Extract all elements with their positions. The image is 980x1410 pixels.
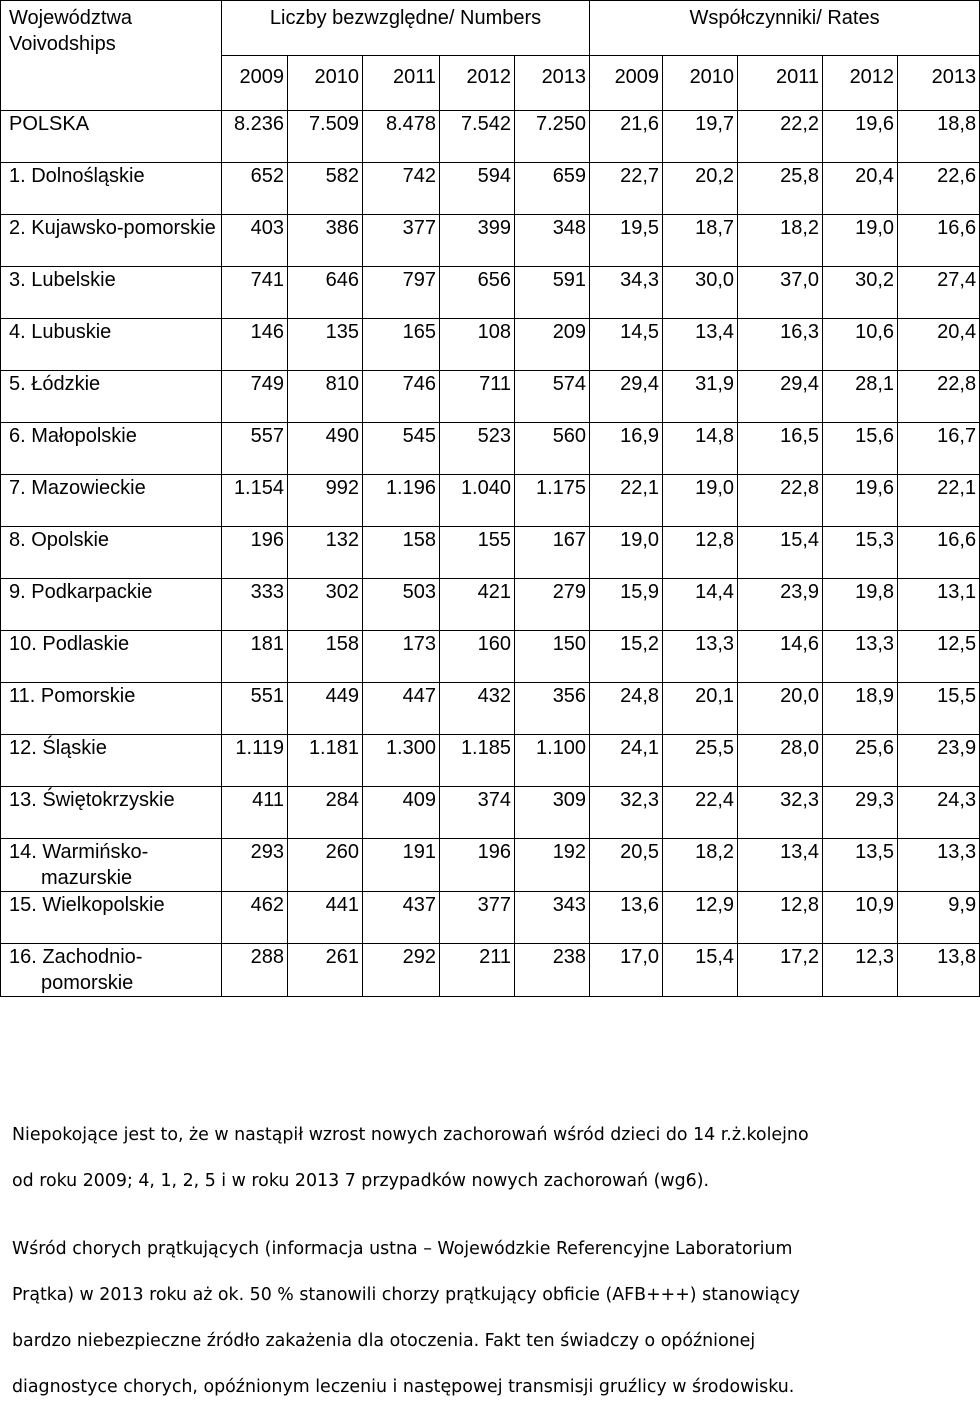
year-header: 2010	[288, 56, 363, 111]
number-cell: 447	[363, 683, 440, 735]
rate-cell: 18,7	[663, 215, 738, 267]
rate-cell: 30,2	[823, 267, 898, 319]
rate-cell: 20,1	[663, 683, 738, 735]
number-cell: 503	[363, 579, 440, 631]
rate-cell: 12,5	[898, 631, 980, 683]
number-cell: 8.478	[363, 111, 440, 163]
number-cell: 399	[440, 215, 515, 267]
rate-cell: 15,6	[823, 423, 898, 475]
rate-cell: 24,1	[590, 735, 663, 787]
year-header: 2011	[738, 56, 823, 111]
rate-cell: 24,8	[590, 683, 663, 735]
rate-cell: 16,6	[898, 215, 980, 267]
rate-cell: 18,2	[663, 839, 738, 892]
rate-cell: 14,8	[663, 423, 738, 475]
number-cell: 7.250	[515, 111, 590, 163]
number-cell: 441	[288, 892, 363, 944]
voivodship-name	[1, 371, 222, 423]
rate-cell: 25,5	[663, 735, 738, 787]
rate-cell: 16,5	[738, 423, 823, 475]
rate-cell: 15,2	[590, 631, 663, 683]
paragraph-smear-positive	[12, 1226, 952, 1410]
number-cell: 165	[363, 319, 440, 371]
table-row	[1, 423, 980, 475]
notes-text	[12, 1112, 952, 1410]
voivodship-name	[1, 892, 222, 944]
rate-cell: 28,1	[823, 371, 898, 423]
number-cell: 288	[222, 944, 288, 997]
year-header: 2009	[222, 56, 288, 111]
rate-cell: 32,3	[590, 787, 663, 839]
number-cell: 238	[515, 944, 590, 997]
voivodship-name	[1, 215, 222, 267]
voivodship-label: 4. Lubuskie	[9, 321, 112, 343]
number-cell: 411	[222, 787, 288, 839]
number-cell: 158	[288, 631, 363, 683]
table-row	[1, 683, 980, 735]
number-cell: 449	[288, 683, 363, 735]
rate-cell: 32,3	[738, 787, 823, 839]
rate-cell: 20,0	[738, 683, 823, 735]
rate-cell: 12,9	[663, 892, 738, 944]
rate-cell: 20,2	[663, 163, 738, 215]
voivodship-label: 12. Śląskie	[9, 737, 107, 759]
number-cell: 646	[288, 267, 363, 319]
voivodship-label: 14. Warmińsko-mazurskie	[9, 841, 149, 889]
rate-cell: 31,9	[663, 371, 738, 423]
number-cell: 582	[288, 163, 363, 215]
rate-cell: 15,5	[898, 683, 980, 735]
voivodship-label: 8. Opolskie	[9, 529, 110, 551]
number-cell: 8.236	[222, 111, 288, 163]
rate-cell: 10,6	[823, 319, 898, 371]
number-cell: 293	[222, 839, 288, 892]
rate-cell: 12,8	[738, 892, 823, 944]
header-row-groups	[1, 1, 980, 56]
rate-cell: 22,6	[898, 163, 980, 215]
rate-cell: 22,7	[590, 163, 663, 215]
number-cell: 260	[288, 839, 363, 892]
number-cell: 1.185	[440, 735, 515, 787]
rate-cell: 29,3	[823, 787, 898, 839]
voivodship-label: 7. Mazowieckie	[9, 477, 146, 499]
number-cell: 196	[222, 527, 288, 579]
number-cell: 403	[222, 215, 288, 267]
rate-cell: 18,2	[738, 215, 823, 267]
rate-cell: 29,4	[590, 371, 663, 423]
rate-cell: 19,0	[590, 527, 663, 579]
year-header: 2009	[590, 56, 663, 111]
number-cell: 1.300	[363, 735, 440, 787]
year-header: 2013	[898, 56, 980, 111]
number-cell: 557	[222, 423, 288, 475]
voivodship-name	[1, 579, 222, 631]
number-cell: 160	[440, 631, 515, 683]
number-cell: 591	[515, 267, 590, 319]
number-cell: 209	[515, 319, 590, 371]
number-cell: 437	[363, 892, 440, 944]
rate-cell: 15,3	[823, 527, 898, 579]
rate-cell: 27,4	[898, 267, 980, 319]
voivodship-name	[1, 319, 222, 371]
number-cell: 211	[440, 944, 515, 997]
rate-cell: 17,0	[590, 944, 663, 997]
rate-cell: 21,6	[590, 111, 663, 163]
voivodship-label: 2. Kujawsko-pomorskie	[9, 217, 216, 239]
number-cell: 309	[515, 787, 590, 839]
voivodship-name	[1, 527, 222, 579]
rate-cell: 20,4	[898, 319, 980, 371]
rate-cell: 37,0	[738, 267, 823, 319]
number-cell: 574	[515, 371, 590, 423]
table-row	[1, 892, 980, 944]
rate-cell: 22,4	[663, 787, 738, 839]
number-cell: 7.542	[440, 111, 515, 163]
number-cell: 1.181	[288, 735, 363, 787]
rate-cell: 16,9	[590, 423, 663, 475]
number-cell: 656	[440, 267, 515, 319]
number-cell: 348	[515, 215, 590, 267]
rate-cell: 22,2	[738, 111, 823, 163]
voivodship-name	[1, 683, 222, 735]
number-cell: 377	[363, 215, 440, 267]
voivodship-label: 9. Podkarpackie	[9, 581, 153, 603]
rate-cell: 19,8	[823, 579, 898, 631]
number-cell: 302	[288, 579, 363, 631]
rates-header: Współczynniki/ Rates	[590, 1, 980, 56]
rate-cell: 14,6	[738, 631, 823, 683]
number-cell: 181	[222, 631, 288, 683]
number-cell: 992	[288, 475, 363, 527]
number-cell: 343	[515, 892, 590, 944]
rate-cell: 19,5	[590, 215, 663, 267]
table-row	[1, 215, 980, 267]
number-cell: 1.119	[222, 735, 288, 787]
paragraph-line: Wśród chorych prątkujących (informacja ustna – Wojewódzkie Referencyjne Laboratorium	[12, 1239, 793, 1259]
rate-cell: 30,0	[663, 267, 738, 319]
number-cell: 1.154	[222, 475, 288, 527]
rate-cell: 17,2	[738, 944, 823, 997]
rate-cell: 25,8	[738, 163, 823, 215]
number-cell: 192	[515, 839, 590, 892]
year-header: 2010	[663, 56, 738, 111]
number-cell: 560	[515, 423, 590, 475]
voivodship-label: 13. Świętokrzyskie	[9, 789, 175, 811]
table-row	[1, 371, 980, 423]
rate-cell: 14,5	[590, 319, 663, 371]
rate-cell: 18,8	[898, 111, 980, 163]
voivodships-header: Województwa Voivodships	[1, 1, 222, 111]
rate-cell: 19,0	[663, 475, 738, 527]
voivodship-name	[1, 163, 222, 215]
table-row	[1, 163, 980, 215]
number-cell: 196	[440, 839, 515, 892]
voivodship-name	[1, 423, 222, 475]
number-cell: 711	[440, 371, 515, 423]
year-header: 2013	[515, 56, 590, 111]
rate-cell: 24,3	[898, 787, 980, 839]
rate-cell: 28,0	[738, 735, 823, 787]
table-row	[1, 735, 980, 787]
rate-cell: 16,6	[898, 527, 980, 579]
number-cell: 432	[440, 683, 515, 735]
table-row	[1, 527, 980, 579]
number-cell: 132	[288, 527, 363, 579]
number-cell: 1.196	[363, 475, 440, 527]
voivodship-label: 11. Pomorskie	[9, 685, 136, 707]
number-cell: 1.100	[515, 735, 590, 787]
rate-cell: 15,9	[590, 579, 663, 631]
rate-cell: 13,3	[823, 631, 898, 683]
number-cell: 797	[363, 267, 440, 319]
voivodship-name	[1, 111, 222, 163]
rate-cell: 12,3	[823, 944, 898, 997]
number-cell: 377	[440, 892, 515, 944]
year-header: 2012	[440, 56, 515, 111]
number-cell: 108	[440, 319, 515, 371]
table-row	[1, 267, 980, 319]
voivodship-name	[1, 839, 222, 892]
year-header: 2011	[363, 56, 440, 111]
rate-cell: 16,3	[738, 319, 823, 371]
rate-cell: 13,5	[823, 839, 898, 892]
rate-cell: 13,3	[663, 631, 738, 683]
number-cell: 333	[222, 579, 288, 631]
number-cell: 261	[288, 944, 363, 997]
voivodship-name	[1, 267, 222, 319]
table-row	[1, 944, 980, 997]
year-header: 2012	[823, 56, 898, 111]
number-cell: 551	[222, 683, 288, 735]
voivodship-name	[1, 735, 222, 787]
number-cell: 7.509	[288, 111, 363, 163]
paragraph-line: diagnostyce chorych, opóźnionym leczeniu i następowej transmisji gruźlicy w środowisku.	[12, 1377, 795, 1397]
rate-cell: 10,9	[823, 892, 898, 944]
rate-cell: 19,6	[823, 475, 898, 527]
number-cell: 150	[515, 631, 590, 683]
table-row	[1, 787, 980, 839]
number-cell: 158	[363, 527, 440, 579]
paragraph-line: bardzo niebezpieczne źródło zakażenia dla otoczenia. Fakt ten świadczy o opóźnionej	[12, 1331, 756, 1351]
rate-cell: 13,8	[898, 944, 980, 997]
rate-cell: 22,1	[590, 475, 663, 527]
number-cell: 173	[363, 631, 440, 683]
rate-cell: 34,3	[590, 267, 663, 319]
rate-cell: 19,6	[823, 111, 898, 163]
rate-cell: 13,6	[590, 892, 663, 944]
number-cell: 191	[363, 839, 440, 892]
number-cell: 659	[515, 163, 590, 215]
number-cell: 749	[222, 371, 288, 423]
rate-cell: 23,9	[738, 579, 823, 631]
rate-cell: 13,3	[898, 839, 980, 892]
rate-cell: 12,8	[663, 527, 738, 579]
number-cell: 409	[363, 787, 440, 839]
number-cell: 279	[515, 579, 590, 631]
paragraph-line: od roku 2009; 4, 1, 2, 5 i w roku 2013 7 przypadków nowych zachorowań (wg6).	[12, 1171, 710, 1191]
voivodship-name	[1, 475, 222, 527]
voivodship-label: POLSKA	[9, 113, 90, 135]
rate-cell: 22,8	[738, 475, 823, 527]
number-cell: 374	[440, 787, 515, 839]
table-row	[1, 475, 980, 527]
rate-cell: 15,4	[738, 527, 823, 579]
number-cell: 652	[222, 163, 288, 215]
number-cell: 167	[515, 527, 590, 579]
number-cell: 742	[363, 163, 440, 215]
rate-cell: 29,4	[738, 371, 823, 423]
number-cell: 810	[288, 371, 363, 423]
rate-cell: 19,0	[823, 215, 898, 267]
table-row	[1, 579, 980, 631]
table-row	[1, 319, 980, 371]
rate-cell: 22,1	[898, 475, 980, 527]
rate-cell: 16,7	[898, 423, 980, 475]
number-cell: 594	[440, 163, 515, 215]
number-cell: 386	[288, 215, 363, 267]
voivodship-label: 5. Łódzkie	[9, 373, 101, 395]
rate-cell: 20,4	[823, 163, 898, 215]
voivodship-label: 16. Zachodnio-pomorskie	[9, 946, 143, 994]
rate-cell: 13,4	[738, 839, 823, 892]
number-cell: 292	[363, 944, 440, 997]
rate-cell: 25,6	[823, 735, 898, 787]
rate-cell: 19,7	[663, 111, 738, 163]
number-cell: 462	[222, 892, 288, 944]
voivodship-label: 6. Małopolskie	[9, 425, 137, 447]
number-cell: 545	[363, 423, 440, 475]
paragraph-line: Prątka) w 2013 roku aż ok. 50 % stanowili chorzy prątkujący obficie (AFB+++) stanowiący	[12, 1285, 800, 1305]
rate-cell: 15,4	[663, 944, 738, 997]
voivodship-label: 15. Wielkopolskie	[9, 894, 165, 916]
numbers-header: Liczby bezwzględne/ Numbers	[222, 1, 590, 56]
table-row	[1, 839, 980, 892]
number-cell: 155	[440, 527, 515, 579]
paragraph-children-cases	[12, 1112, 952, 1204]
rate-cell: 22,8	[898, 371, 980, 423]
number-cell: 490	[288, 423, 363, 475]
number-cell: 135	[288, 319, 363, 371]
number-cell: 284	[288, 787, 363, 839]
table-row	[1, 631, 980, 683]
number-cell: 741	[222, 267, 288, 319]
voivodship-label: 1. Dolnośląskie	[9, 165, 145, 187]
number-cell: 1.175	[515, 475, 590, 527]
rate-cell: 13,4	[663, 319, 738, 371]
number-cell: 523	[440, 423, 515, 475]
number-cell: 746	[363, 371, 440, 423]
rate-cell: 13,1	[898, 579, 980, 631]
number-cell: 1.040	[440, 475, 515, 527]
rate-cell: 20,5	[590, 839, 663, 892]
number-cell: 421	[440, 579, 515, 631]
voivodship-label: 3. Lubelskie	[9, 269, 116, 291]
voivodship-name	[1, 631, 222, 683]
voivodship-name	[1, 787, 222, 839]
rate-cell: 9,9	[898, 892, 980, 944]
voivodship-name	[1, 944, 222, 997]
table-body	[1, 1, 980, 997]
rate-cell: 18,9	[823, 683, 898, 735]
paragraph-line: Niepokojące jest to, że w nastąpił wzrost nowych zachorowań wśród dzieci do 14 r.ż.kolejno	[12, 1125, 809, 1145]
voivodship-label: 10. Podlaskie	[9, 633, 130, 655]
number-cell: 146	[222, 319, 288, 371]
rate-cell: 14,4	[663, 579, 738, 631]
rate-cell: 23,9	[898, 735, 980, 787]
table-row	[1, 111, 980, 163]
number-cell: 356	[515, 683, 590, 735]
